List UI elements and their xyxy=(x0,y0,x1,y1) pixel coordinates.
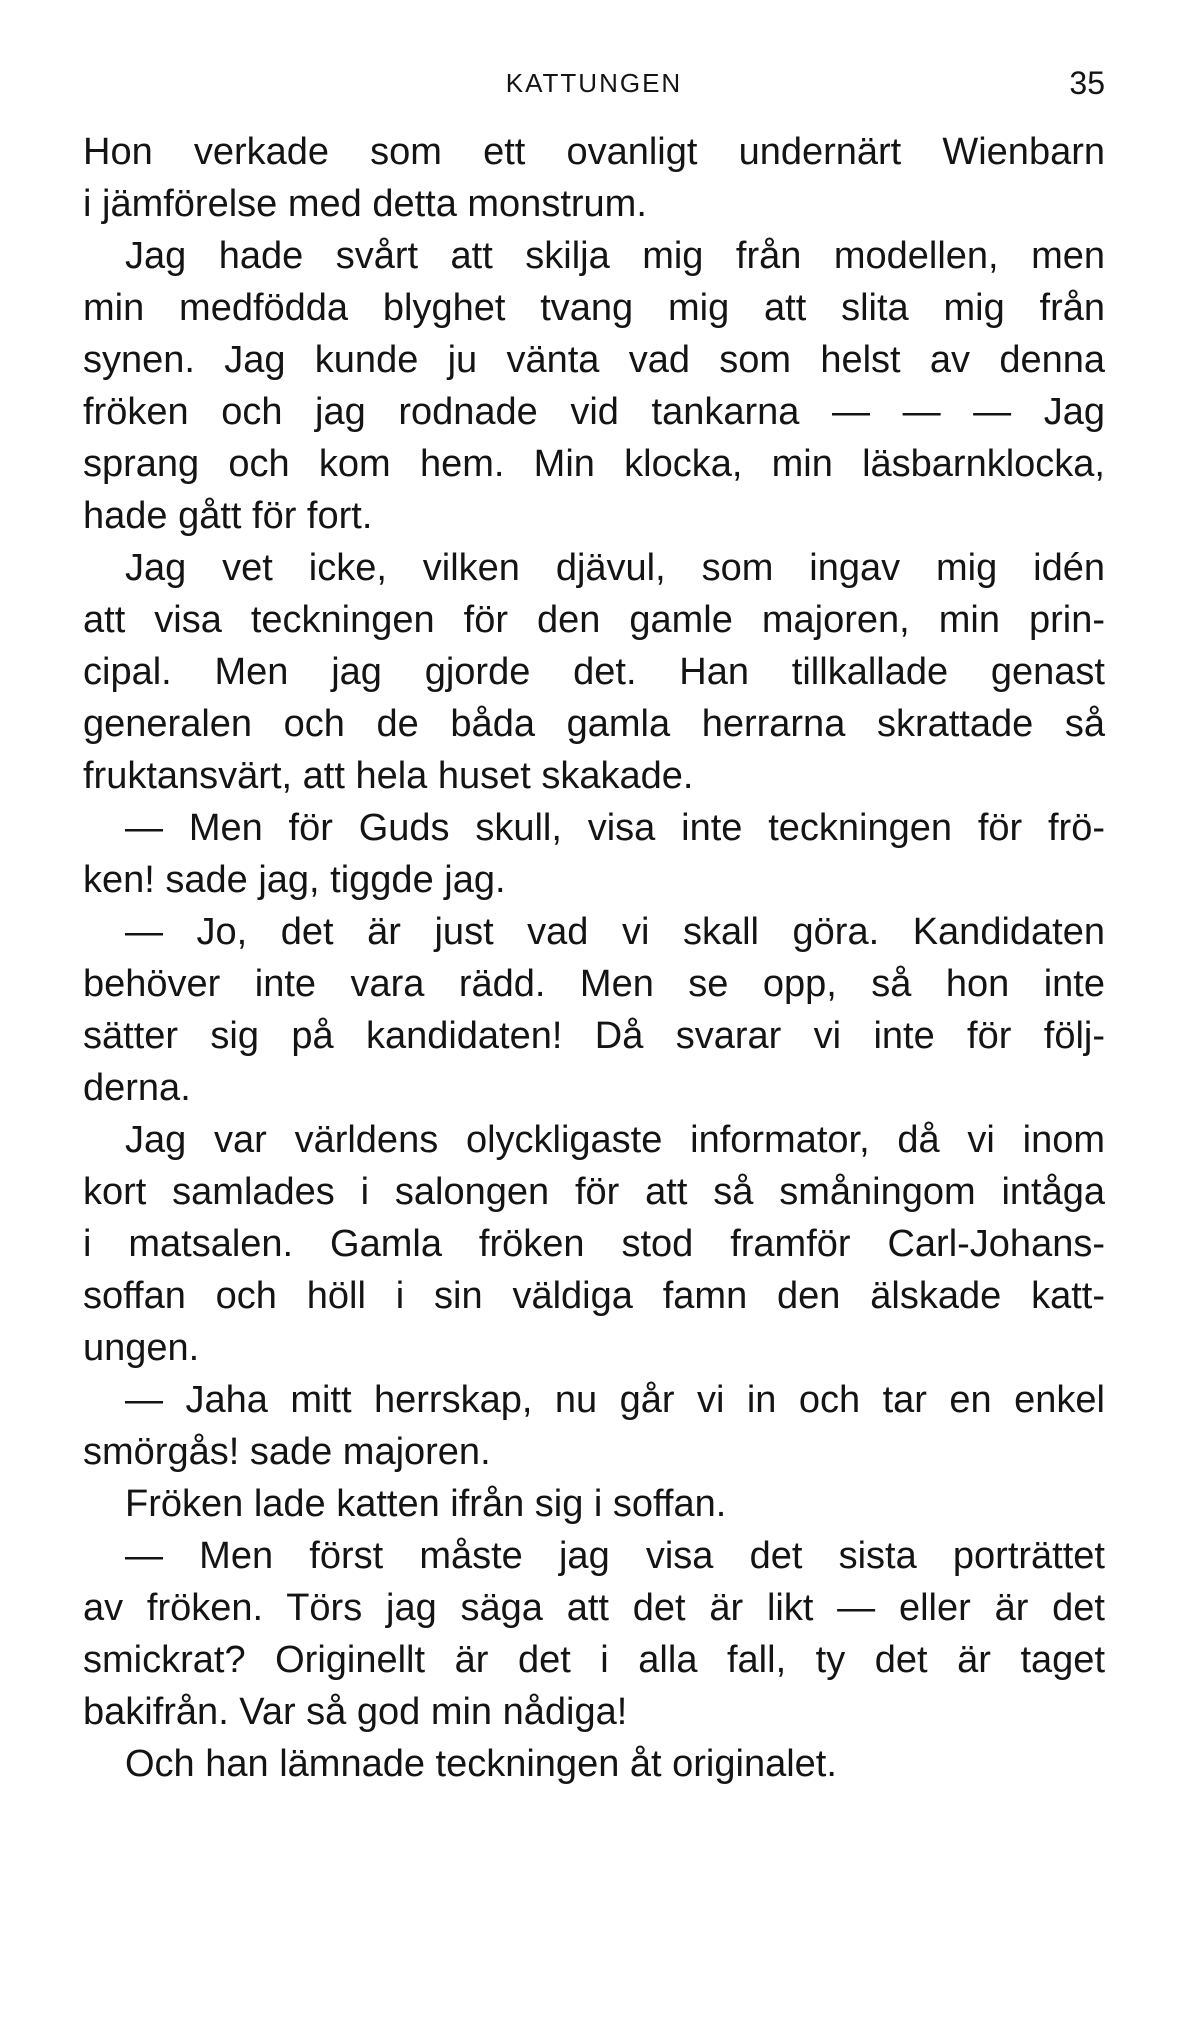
text-line: hade gått för fort. xyxy=(83,495,373,537)
text-line: sprang och kom hem. Min klocka, min läsbarnklocka, xyxy=(83,443,1105,485)
text-line: att visa teckningen för den gamle majoren, min prin- xyxy=(83,599,1105,641)
text-line: cipal. Men jag gjorde det. Han tillkallade genast xyxy=(83,651,1105,693)
running-title: KATTUNGEN xyxy=(505,68,683,98)
text-line: i matsalen. Gamla fröken stod framför Carl-Johans- xyxy=(83,1223,1105,1265)
text-line: fruktansvärt, att hela huset skakade. xyxy=(83,755,694,797)
text-line: min medfödda blyghet tvang mig att slita mig från xyxy=(83,287,1105,329)
text-line: Hon verkade som ett ovanligt undernärt Wienbarn xyxy=(83,131,1105,173)
text-line: — Men först måste jag visa det sista porträttet xyxy=(125,1535,1105,1577)
text-line: synen. Jag kunde ju vänta vad som helst av denna xyxy=(83,339,1105,381)
text-line: smickrat? Originellt är det i alla fall, ty det är taget xyxy=(83,1639,1105,1681)
text-line: Fröken lade katten ifrån sig i soffan. xyxy=(125,1483,727,1525)
text-line: Och han lämnade teckningen åt originalet. xyxy=(125,1743,837,1785)
text-line: sätter sig på kandidaten! Då svarar vi inte för följ- xyxy=(83,1015,1105,1057)
text-line: kort samlades i salongen för att så småningom intåga xyxy=(83,1171,1105,1213)
text-line: ken! sade jag, tiggde jag. xyxy=(83,859,506,901)
text-line: fröken och jag rodnade vid tankarna — — — Jag xyxy=(83,391,1105,433)
text-line: — Jaha mitt herrskap, nu går vi in och tar en enkel xyxy=(125,1379,1105,1421)
text-line: bakifrån. Var så god min nådiga! xyxy=(83,1691,628,1733)
text-line: Jag var världens olyckligaste informator, då vi inom xyxy=(125,1119,1105,1161)
text-line: smörgås! sade majoren. xyxy=(83,1431,491,1473)
text-line: generalen och de båda gamla herrarna skrattade så xyxy=(83,703,1105,745)
text-line: soffan och höll i sin väldiga famn den älskade katt- xyxy=(83,1275,1105,1317)
text-line: Jag vet icke, vilken djävul, som ingav mig idén xyxy=(125,547,1105,589)
text-line: ungen. xyxy=(83,1327,200,1369)
text-line: — Men för Guds skull, visa inte teckningen för frö- xyxy=(125,807,1105,849)
text-line: i jämförelse med detta monstrum. xyxy=(83,183,647,225)
body-text xyxy=(83,126,1105,1790)
text-line: Jag hade svårt att skilja mig från modellen, men xyxy=(125,235,1105,277)
running-head xyxy=(83,63,1105,103)
text-line: — Jo, det är just vad vi skall göra. Kandidaten xyxy=(125,911,1105,953)
page-number: 35 xyxy=(1069,65,1105,101)
text-line: av fröken. Törs jag säga att det är likt — eller är det xyxy=(83,1587,1105,1629)
text-line: derna. xyxy=(83,1067,191,1109)
text-line: behöver inte vara rädd. Men se opp, så hon inte xyxy=(83,963,1105,1005)
